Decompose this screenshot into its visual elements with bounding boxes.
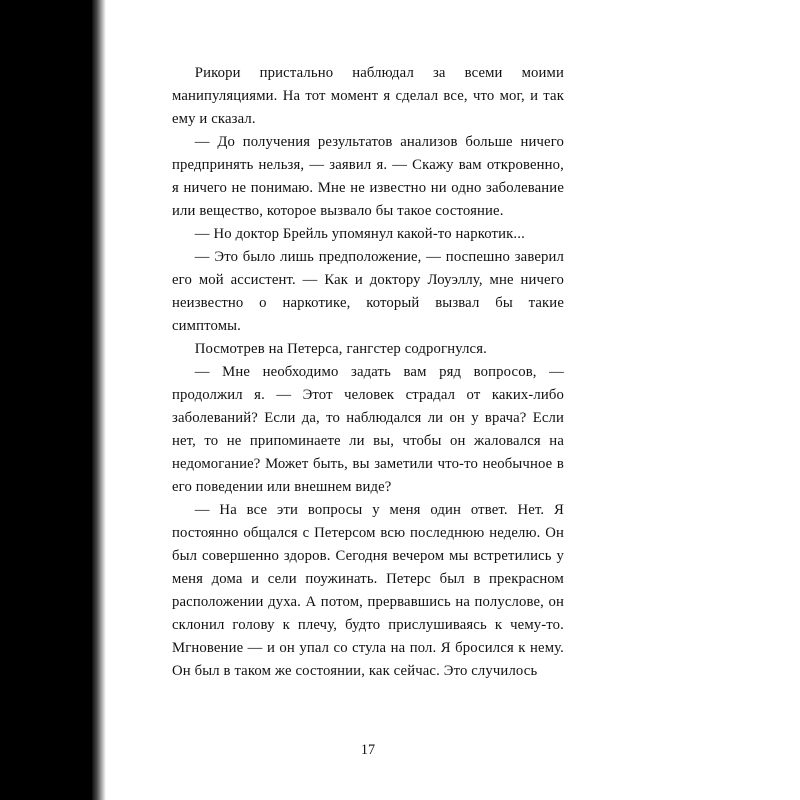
body-text-column	[172, 62, 564, 683]
page-number: 17	[360, 742, 376, 758]
paragraph: Рикори пристально наблюдал за всеми моими манипуляциями. На тот момент я сделал все, что мог, и так ему и сказал.	[172, 65, 564, 127]
paragraph: — Но доктор Брейль упомянул какой-то наркотик...	[194, 226, 525, 242]
paragraph: — На все эти вопросы у меня один ответ. Нет. Я постоянно общался с Петерсом всю последнюю неделю. Он был совершенно здоров. Сегодня вечером мы встретились у меня дома и сели поужинать. Петерс был в прекрасном расположении духа. А потом, прервавшись на полуслове, он склонил голову к плечу, будто прислушиваясь к чему-то. Мгновение — и он упал со стула на пол. Я бросился к нему. Он был в таком же состоянии, как сейчас. Это случилось	[172, 502, 564, 679]
paragraph: — Это было лишь предположение, — поспешно заверил его мой ассистент. — Как и доктору Лоуэллу, мне ничего неизвестно о наркотике, который вызвал бы такие симптомы.	[172, 249, 564, 334]
paragraph: — До получения результатов анализов больше ничего предпринять нельзя, — заявил я. — Скажу вам откровенно, я ничего не понимаю. Мне не известно ни одно заболевание или вещество, которое вызвало бы такое состояние.	[172, 134, 564, 219]
book-gutter-gradient	[92, 0, 106, 800]
book-gutter-shadow	[0, 0, 92, 800]
paragraph: — Мне необходимо задать вам ряд вопросов, — продолжил я. — Этот человек страдал от каких-либо заболеваний? Если да, то наблюдался ли он у врача? Если нет, то не припоминаете ли вы, чтобы он жаловался на недомогание? Может быть, вы заметили что-то необычное в его поведении или внешнем виде?	[172, 364, 564, 495]
paragraph: Посмотрев на Петерса, гангстер содрогнулся.	[194, 341, 487, 357]
